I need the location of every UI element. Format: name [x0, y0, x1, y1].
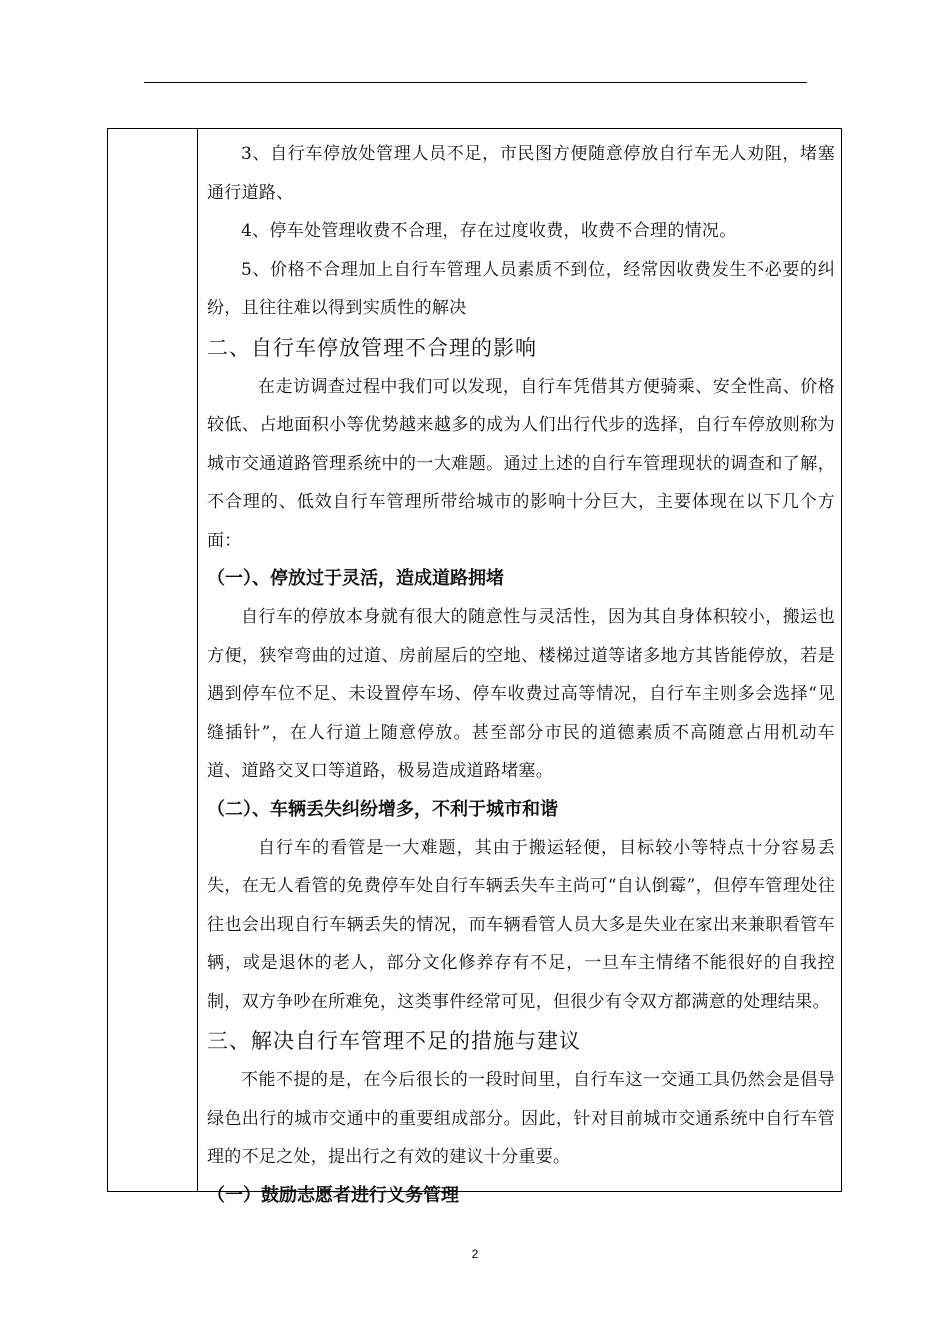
paragraph-theft-disputes: 自行车的看管是一大难题，其由于搬运轻便，目标较小等特点十分容易丢失，在无人看管的免费停车处自行车辆丢失车主尚可“自认倒霉”，但停车管理处往往也会出现自行车辆丢失的情况，而车辆看管人员大多是失业在家出来兼职看管车辆，或是退休的老人，部分文化修养存有不足，一旦车主情绪不能很好的自我控制，双方争吵在所难免，这类事件经常可见，但很少有令双方都满意的处理结果。	[207, 837, 835, 1012]
document-table	[107, 128, 842, 1206]
content-body	[207, 135, 835, 1215]
section-heading-3: 三、解决自行车管理不足的措施与建议	[207, 1029, 581, 1053]
paragraph-item-5: 5、价格不合理加上自行车管理人员素质不到位，经常因收费发生不必要的纠纷，且往往难以得到实质性的解决	[207, 259, 835, 318]
page-number: 2	[471, 1247, 479, 1261]
section-heading-2: 二、自行车停放管理不合理的影响	[207, 335, 537, 360]
header-rule	[144, 82, 807, 83]
paragraph-measures-intro: 不能不提的是，在今后很长的一段时间里，自行车这一交通工具仍然会是倡导绿色出行的城市交通中的重要组成部分。因此，针对目前城市交通系统中自行车管理的不足之处，提出行之有效的建议十分重要。	[207, 1070, 835, 1167]
paragraph-item-3: 3、自行车停放处管理人员不足，市民图方便随意停放自行车无人劝阻，堵塞通行道路、	[207, 144, 835, 203]
subsection-heading-1: （一）、停放过于灵活，造成道路拥堵	[207, 568, 504, 589]
table-left-cell	[108, 129, 198, 1191]
table-content-cell	[198, 129, 841, 1206]
paragraph-parking-congestion: 自行车的停放本身就有很大的随意性与灵活性，因为其自身体积较小，搬运也方便，狭窄弯曲的过道、房前屋后的空地、楼梯过道等诸多地方其皆能停放，若是遇到停车位不足、未设置停车场、停车收费过高等情况，自行车主则多会选择“见缝插针”，在人行道上随意停放。甚至部分市民的道德素质不高随意占用机动车道、道路交叉口等道路，极易造成道路堵塞。	[207, 607, 835, 781]
subsection-heading-2: （二）、车辆丢失纠纷增多，不利于城市和谐	[207, 798, 558, 820]
subsection-heading-3: （一）鼓励志愿者进行义务管理	[207, 1184, 459, 1206]
paragraph-item-4: 4、停车处管理收费不合理，存在过度收费，收费不合理的情况。	[241, 221, 737, 241]
paragraph-intro-impacts: 在走访调查过程中我们可以发现，自行车凭借其方便骑乘、安全性高、价格较低、占地面积小等优势越来越多的成为人们出行代步的选择，自行车停放则称为城市交通道路管理系统中的一大难题。通过上述的自行车管理现状的调查和了解，不合理的、低效自行车管理所带给城市的影响十分巨大，主要体现在以下几个方面：	[207, 376, 835, 551]
